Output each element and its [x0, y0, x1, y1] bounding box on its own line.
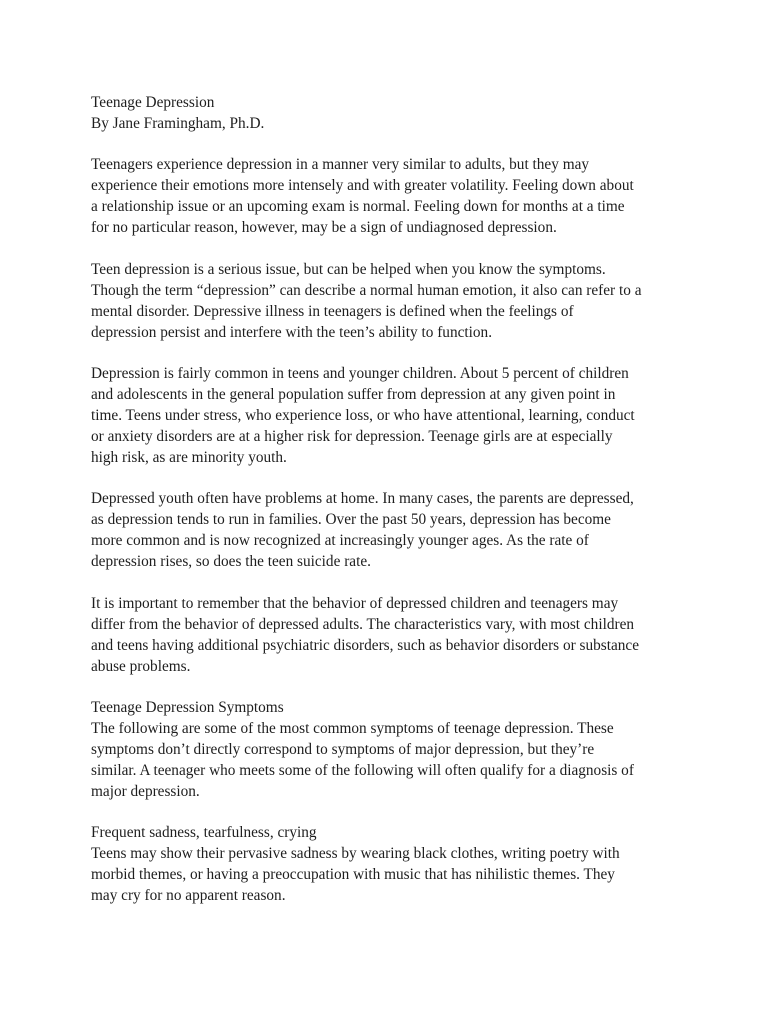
- section-heading: Teenage Depression Symptoms: [91, 699, 284, 716]
- paragraph-2: Teen depression is a serious issue, but can be helped when you know the symptoms. Though the term “depression” can describe a normal human emotion, it also can refer to a mental disorder. Depressive illness in teenagers is defined when the feelings of depression persist and interfere with the teen’s ability to function.: [91, 261, 642, 341]
- paragraph-5: It is important to remember that the behavior of depressed children and teenagers may differ from the behavior of depressed adults. The characteristics vary, with most children and teens having additional psychiatric disorders, such as behavior disorders or substance abuse problems.: [91, 595, 639, 675]
- document-byline: By Jane Framingham, Ph.D.: [91, 115, 265, 132]
- paragraph-1: Teenagers experience depression in a manner very similar to adults, but they may experience their emotions more intensely and with greater volatility. Feeling down about a relationship issue or an upcoming exam is normal. Feeling down for months at a time for no particular reason, however, may be a sign of undiagnosed depression.: [91, 156, 634, 236]
- paragraph-3: Depression is fairly common in teens and younger children. About 5 percent of children and adolescents in the general population suffer from depression at any given point in time. Teens under stress, who experience loss, or who have attentional, learning, conduct or anxiety disorders are at a higher risk for depression. Teenage girls are at especially high risk, as are minority youth.: [91, 365, 635, 466]
- section-intro: The following are some of the most common symptoms of teenage depression. These symptoms don’t directly correspond to symptoms of major depression, but they’re similar. A teenager who meets some of the following will often qualify for a diagnosis of major depression.: [91, 720, 634, 800]
- symptom-heading: Frequent sadness, tearfulness, crying: [91, 824, 317, 841]
- document-title: Teenage Depression: [91, 94, 215, 111]
- symptom-text: Teens may show their pervasive sadness by wearing black clothes, writing poetry with morbid themes, or having a preoccupation with music that has nihilistic themes. They may cry for no apparent reason.: [91, 845, 620, 904]
- paragraph-4: Depressed youth often have problems at home. In many cases, the parents are depressed, as depression tends to run in families. Over the past 50 years, depression has become more common and is now recognized at increasingly younger ages. As the rate of depression rises, so does the teen suicide rate.: [91, 490, 634, 570]
